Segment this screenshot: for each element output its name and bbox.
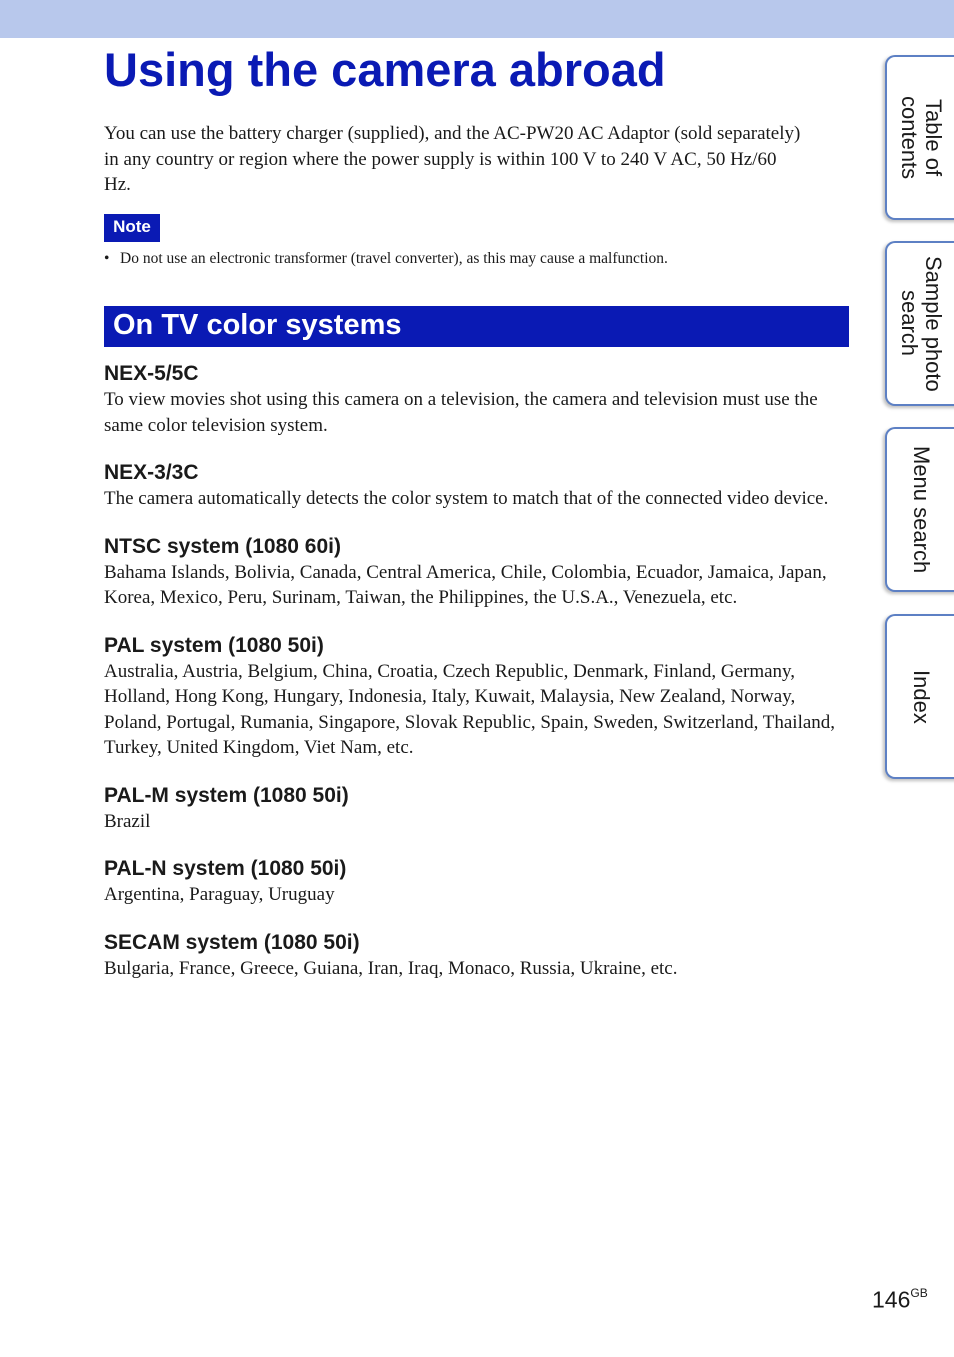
page-title: Using the camera abroad: [104, 43, 666, 96]
system-block-pal-m: [104, 782, 852, 835]
intro-paragraph: You can use the battery charger (supplied), and the AC-PW20 AC Adaptor (sold separately) in any country or region where the power supply is within 100 V to 240 V AC, 50 Hz/60 Hz.: [104, 123, 801, 195]
tab-sample-photo-search[interactable]: [885, 241, 954, 406]
system-heading: PAL-M system (1080 50i): [104, 783, 349, 807]
page-number-value: 146: [872, 1286, 911, 1313]
system-description: Bahama Islands, Bolivia, Canada, Central America, Chile, Colombia, Ecuador, Jamaica, Japan, Korea, Mexico, Peru, Surinam, Taiwan, the Philippines, the U.S.A., Venezuela, etc.: [104, 561, 827, 608]
tab-label: Sample photo search: [897, 255, 946, 392]
system-block-secam: [104, 929, 852, 982]
system-heading: PAL system (1080 50i): [104, 633, 324, 657]
system-block-nex5: [104, 360, 852, 438]
system-description: Argentina, Paraguay, Uruguay: [104, 884, 335, 905]
system-description: Australia, Austria, Belgium, China, Croatia, Czech Republic, Denmark, Finland, Germany, Holland, Hong Kong, Hungary, Indonesia, Italy, Kuwait, Malaysia, New Zealand, Norway, Poland, Portugal, Rumania, Singapore, Slovak Republic, Spain, Sweden, Switzerland, Thailand, Turkey, United Kingdom, Viet Nam, etc.: [104, 660, 836, 758]
note-item: [104, 249, 844, 269]
system-description: To view movies shot using this camera on a television, the camera and television must use the same color television system.: [104, 389, 818, 436]
tab-label: Table of contents: [897, 95, 946, 180]
system-block-pal-n: [104, 855, 852, 908]
system-heading: SECAM system (1080 50i): [104, 930, 360, 954]
tab-label: Menu search: [909, 445, 934, 574]
tab-index[interactable]: [885, 614, 954, 779]
section-title: On TV color systems: [113, 309, 402, 341]
tab-table-of-contents[interactable]: [885, 55, 954, 220]
tab-label: Index: [909, 669, 934, 724]
page-number: [872, 1280, 928, 1315]
page-number-suffix: GB: [910, 1286, 928, 1300]
system-heading: NEX-5/5C: [104, 362, 199, 385]
system-block-pal: [104, 632, 852, 761]
system-block-nex3: [104, 459, 852, 512]
tab-menu-search[interactable]: [885, 427, 954, 592]
system-description: The camera automatically detects the color system to match that of the connected video device.: [104, 488, 829, 509]
note-text: Do not use an electronic transformer (travel converter), as this may cause a malfunction.: [120, 250, 668, 267]
system-heading: NTSC system (1080 60i): [104, 534, 341, 558]
system-description: Bulgaria, France, Greece, Guiana, Iran, Iraq, Monaco, Russia, Ukraine, etc.: [104, 957, 678, 979]
tv-systems-list: [104, 360, 852, 1002]
system-description: Brazil: [104, 810, 151, 832]
note-bullet: •: [104, 250, 110, 267]
section-header: [104, 306, 849, 347]
top-banner: [0, 0, 954, 38]
note-badge: Note: [104, 214, 160, 242]
system-heading: PAL-N system (1080 50i): [104, 857, 347, 880]
system-block-ntsc: [104, 533, 852, 611]
system-heading: NEX-3/3C: [104, 461, 199, 484]
